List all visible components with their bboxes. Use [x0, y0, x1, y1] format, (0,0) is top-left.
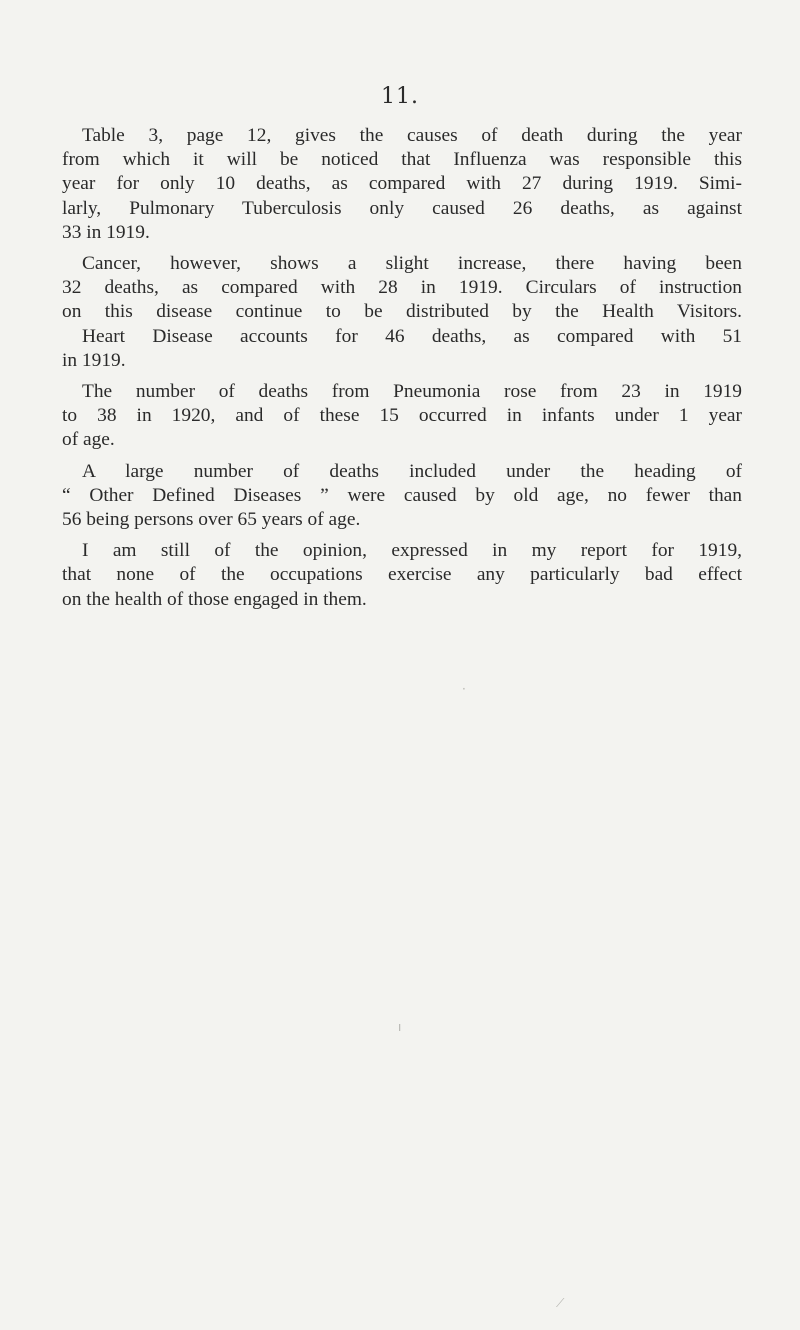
stray-mark: · [462, 682, 466, 696]
text-line: I am still of the opinion, expressed in my report for 1919, [82, 540, 742, 562]
text-line: of age. [62, 429, 115, 451]
text-line: from which it will be noticed that Influenza was responsible this [62, 149, 742, 171]
text-line: 32 deaths, as compared with 28 in 1919. Circulars of instruction [62, 277, 742, 299]
paragraph-occupations [62, 539, 742, 612]
text-line: “ Other Defined Diseases ” were caused by old age, no fewer than [62, 484, 742, 506]
page-number: 11. [381, 84, 419, 109]
stray-mark: ⟋ [556, 1296, 565, 1310]
text-line: on the health of those engaged in them. [62, 588, 367, 610]
text-line: year for only 10 deaths, as compared with 27 during 1919. Simi- [62, 173, 742, 195]
paragraph-influenza-tuberculosis [62, 124, 742, 245]
text-line: on this disease continue to be distributed by the Health Visitors. [62, 301, 742, 323]
text-line: larly, Pulmonary Tuberculosis only caused 26 deaths, as against [62, 197, 742, 219]
text-line: 56 being persons over 65 years of age. [62, 509, 361, 531]
text-line: that none of the occupations exercise any particularly bad effect [62, 564, 742, 586]
paragraph-other-defined-diseases [62, 460, 742, 533]
text-line: in 1919. [62, 349, 126, 371]
text-line: Heart Disease accounts for 46 deaths, as compared with 51 [82, 325, 742, 347]
text-line: to 38 in 1920, and of these 15 occurred in infants under 1 year [62, 405, 742, 427]
text-line: The number of deaths from Pneumonia rose from 23 in 1919 [82, 381, 742, 403]
text-line: Cancer, however, shows a slight increase, there having been [82, 253, 742, 275]
text-line: A large number of deaths included under the heading of [82, 460, 742, 482]
text-line: Table 3, page 12, gives the causes of death during the year [82, 125, 742, 146]
paragraph-cancer [62, 252, 742, 325]
stray-mark: ı [398, 1020, 402, 1034]
body-text [62, 124, 742, 619]
text-line: 33 in 1919. [62, 221, 150, 243]
paragraph-pneumonia [62, 380, 742, 453]
paragraph-heart-disease [62, 325, 742, 373]
